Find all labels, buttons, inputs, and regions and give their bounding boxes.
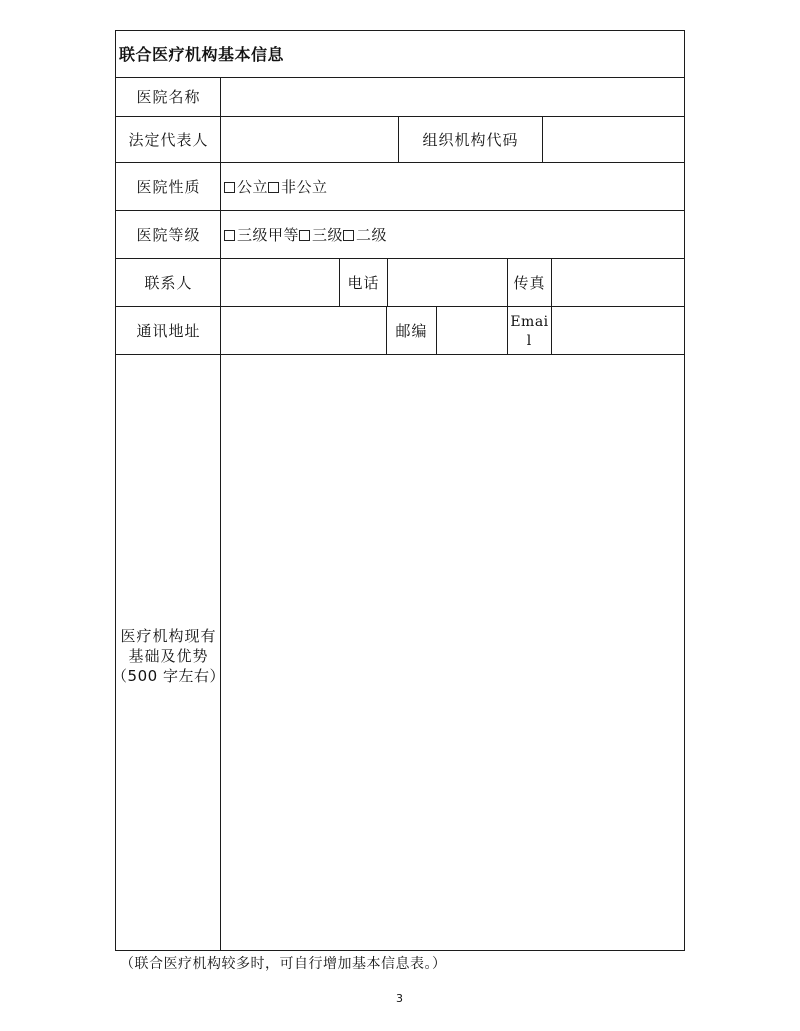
table-title: 联合医疗机构基本信息 (119, 45, 285, 64)
label-hospital-name: 医院名称 (136, 88, 201, 106)
column-divider (436, 306, 437, 354)
fax-field[interactable] (553, 260, 684, 305)
label-hospital-nature: 医院性质 (136, 178, 201, 196)
checkbox-grade-3a[interactable] (224, 230, 235, 241)
label-address: 通讯地址 (136, 322, 201, 340)
grade-options (224, 226, 387, 244)
column-divider (220, 77, 221, 951)
label-advantages-line1: 医疗机构现有 (120, 627, 217, 645)
option-non-public-label: 非公立 (281, 178, 328, 196)
contact-field[interactable] (222, 260, 338, 305)
label-advantages-line3: （500 字左右） (112, 667, 225, 685)
label-legal-rep: 法定代表人 (128, 131, 209, 149)
label-email-line2: l (526, 333, 533, 349)
address-field[interactable] (222, 308, 385, 353)
advantages-textarea[interactable] (222, 356, 684, 950)
checkbox-grade-2[interactable] (343, 230, 354, 241)
label-advantages-line2: 基础及优势 (128, 647, 209, 665)
row-divider (115, 258, 685, 259)
row-divider (115, 77, 685, 78)
org-code-field[interactable] (544, 118, 684, 161)
option-grade-3-label: 三级 (312, 226, 344, 244)
legal-rep-field[interactable] (222, 118, 397, 161)
checkbox-public[interactable] (224, 182, 235, 193)
label-hospital-grade: 医院等级 (136, 226, 201, 244)
row-divider (115, 162, 685, 163)
label-email-line1: Emai (510, 314, 549, 330)
row-divider (115, 354, 685, 355)
nature-options (224, 178, 328, 196)
footnote: （联合医疗机构较多时，可自行增加基本信息表。） (120, 956, 447, 972)
checkbox-non-public[interactable] (268, 182, 279, 193)
checkbox-grade-3[interactable] (299, 230, 310, 241)
label-contact: 联系人 (144, 274, 193, 292)
phone-field[interactable] (389, 260, 506, 305)
label-org-code: 组织机构代码 (422, 131, 519, 149)
row-divider (115, 306, 685, 307)
column-divider (551, 258, 552, 306)
label-fax: 传真 (513, 274, 546, 292)
page-number: 3 (396, 992, 404, 1005)
postcode-field[interactable] (438, 308, 506, 353)
label-postcode: 邮编 (395, 322, 428, 340)
row-divider (115, 116, 685, 117)
label-phone: 电话 (347, 274, 380, 292)
column-divider (387, 258, 388, 306)
row-divider (115, 210, 685, 211)
column-divider (551, 306, 552, 354)
option-public-label: 公立 (237, 178, 269, 196)
option-grade-3a-label: 三级甲等 (237, 226, 300, 244)
email-field[interactable] (553, 308, 684, 353)
option-grade-2-label: 二级 (356, 226, 388, 244)
column-divider (542, 116, 543, 162)
hospital-name-field[interactable] (222, 79, 684, 115)
